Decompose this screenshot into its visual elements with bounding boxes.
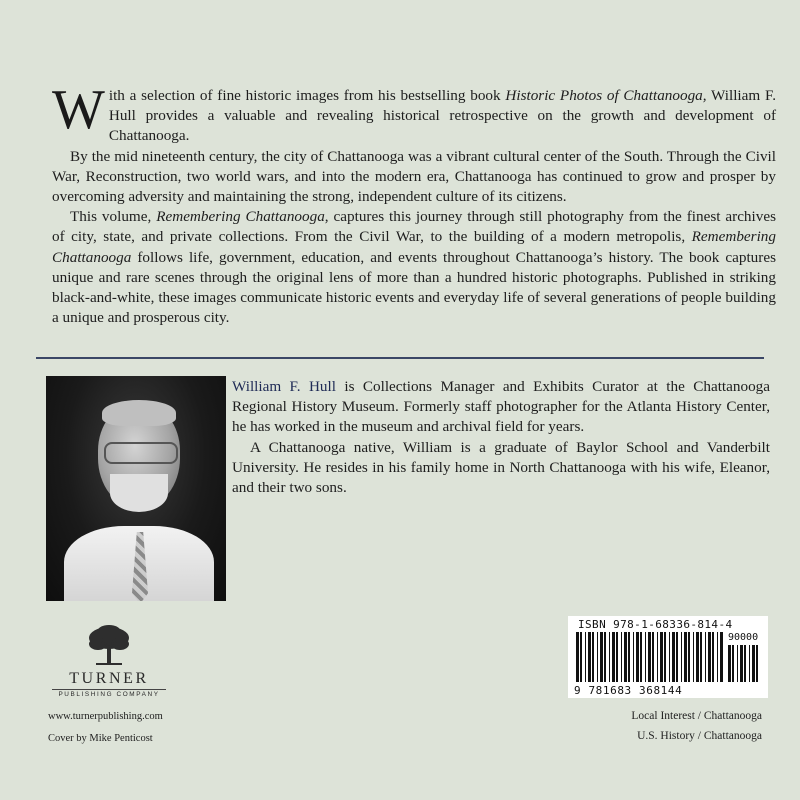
barcode-bar	[604, 632, 606, 682]
barcode-bar	[700, 632, 702, 682]
bio-paragraph-2: A Chattanooga native, William is a graduate of Baylor School and Vanderbilt University. He resides in his family home in North Chattanooga with his wife, Eleanor, and their two sons.	[232, 438, 770, 497]
barcode-bar	[580, 632, 582, 682]
publisher-tagline: PUBLISHING COMPANY	[52, 689, 166, 699]
barcode-bar	[648, 632, 651, 682]
book-title-reference: Remembering Chattanooga	[52, 228, 776, 266]
barcode-bar	[728, 645, 731, 682]
barcode-bar	[708, 632, 711, 682]
price-code: 90000	[728, 632, 759, 643]
barcode-bar	[624, 632, 627, 682]
author-photo	[46, 376, 226, 601]
ean-digits: 9 781683 368144	[574, 684, 683, 697]
barcode-bar	[657, 632, 658, 682]
barcode-bar	[681, 632, 682, 682]
barcode-bar	[633, 632, 634, 682]
subject-categories	[562, 706, 762, 746]
barcode-bar	[640, 632, 642, 682]
category-line: U.S. History / Chattanooga	[637, 730, 762, 742]
book-title-reference: Historic Photos of Chattanooga,	[505, 87, 707, 104]
bio-paragraph-1: William F. Hull is Collections Manager and Exhibits Curator at the Chattanooga Regional History Museum. Formerly staff photographer for the Atlanta History Center, he has worked in the museum and archival field for years.	[232, 378, 770, 436]
barcode-bar	[616, 632, 618, 682]
barcode-bar	[717, 632, 718, 682]
barcode-bar	[740, 645, 743, 682]
section-divider	[36, 357, 764, 359]
barcode-bar	[628, 632, 630, 682]
publisher-name: TURNER	[69, 670, 149, 687]
barcode-bar	[749, 645, 750, 682]
barcode-bar	[585, 632, 586, 682]
publisher-website: www.turnerpublishing.com	[48, 711, 163, 722]
barcode-bar	[600, 632, 603, 682]
isbn-barcode	[568, 616, 768, 698]
barcode-bar	[744, 645, 746, 682]
barcode-bar	[592, 632, 594, 682]
drop-cap: W	[52, 79, 105, 141]
barcode-bar	[737, 645, 738, 682]
cover-credit: Cover by Mike Penticost	[48, 733, 153, 744]
category-line: Local Interest / Chattanooga	[631, 710, 762, 722]
description-paragraph-2: By the mid nineteenth century, the city of Chattanooga was a vibrant cultural center of the South. Through the Civil War, Reconstruction, two world wars, and into the modern era, Chattanooga has continued to grow and prosper by overcoming adversity and maintaining the strong, independent culture of its citizens.	[52, 147, 776, 206]
barcode-bar	[684, 632, 687, 682]
barcode-bar	[688, 632, 690, 682]
tree-icon	[86, 624, 132, 670]
barcode-bar	[672, 632, 675, 682]
description-paragraph-1: With a selection of fine historic images from his bestselling book Historic Photos of Chattanooga, William F. Hull provides a valuable and revealing historical retrospective on the growth and development of Chattanooga.	[52, 79, 776, 145]
barcode-addon-bars	[728, 645, 762, 682]
book-description	[52, 79, 776, 328]
isbn-label: ISBN 978-1-68336-814-4	[578, 618, 733, 631]
barcode-bar	[660, 632, 663, 682]
barcode-bar	[609, 632, 610, 682]
barcode-bar	[720, 632, 723, 682]
barcode-bar	[696, 632, 699, 682]
barcode-bar	[669, 632, 670, 682]
barcode-bar	[676, 632, 678, 682]
barcode-bar	[756, 645, 758, 682]
barcode-bar	[645, 632, 646, 682]
barcode-bar	[705, 632, 706, 682]
barcode-bar	[732, 645, 734, 682]
barcode-bar	[652, 632, 654, 682]
description-paragraph-3: This volume, Remembering Chattanooga, captures this journey through still photography from the finest archives of city, state, and private collections. From the Civil War, to the building of a modern metropolis, Remembering Chattanooga follows life, government, education, and events throughout Chattanooga’s history. The book captures unique and rare scenes through the original lens of more than a hundred historic photographs. Published in striking black-and-white, these images communicate historic events and everyday life of several generations of people building a unique and prosperous city.	[52, 208, 776, 327]
barcode-bar	[693, 632, 694, 682]
barcode-bars	[576, 632, 726, 682]
author-name: William F. Hull	[232, 378, 336, 395]
barcode-bar	[636, 632, 639, 682]
barcode-bar	[576, 632, 579, 682]
barcode-bar	[712, 632, 714, 682]
barcode-bar	[597, 632, 598, 682]
publisher-logo	[48, 624, 170, 699]
book-title-reference: Remembering Chattanooga	[156, 208, 325, 226]
barcode-bar	[621, 632, 622, 682]
barcode-bar	[588, 632, 591, 682]
barcode-bar	[612, 632, 615, 682]
barcode-bar	[664, 632, 666, 682]
author-bio	[232, 377, 770, 498]
barcode-bar	[752, 645, 755, 682]
